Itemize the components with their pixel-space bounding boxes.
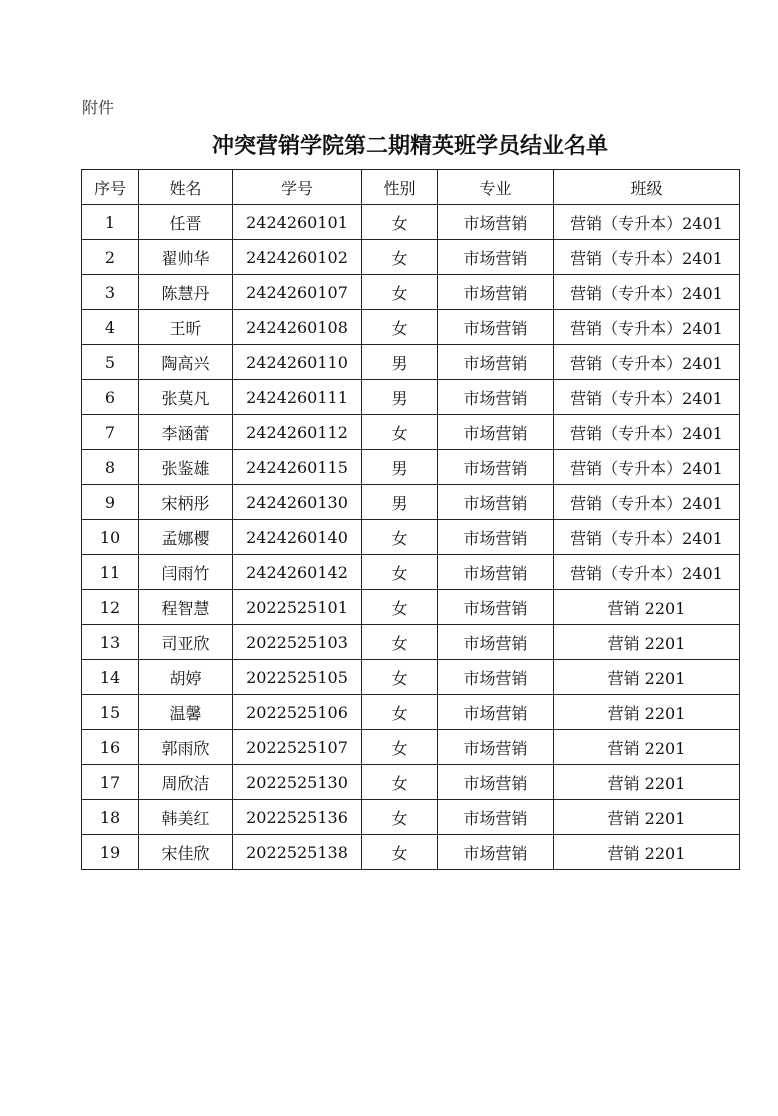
cell-sex: 女 [362,695,438,730]
cell-seq: 2 [82,240,139,275]
cell-name: 翟帅华 [139,240,233,275]
header-major: 专业 [438,170,554,205]
cell-name: 王昕 [139,310,233,345]
graduate-roster-table [81,169,740,870]
cell-seq: 12 [82,590,139,625]
cell-class: 营销（专升本）2401 [554,450,740,485]
cell-major: 市场营销 [438,450,554,485]
cell-major: 市场营销 [438,625,554,660]
cell-student-id: 2424260142 [233,555,362,590]
table-row [82,625,740,660]
cell-student-id: 2022525105 [233,660,362,695]
header-name: 姓名 [139,170,233,205]
cell-student-id: 2022525138 [233,835,362,870]
table-row [82,275,740,310]
cell-sex: 女 [362,520,438,555]
table-row [82,660,740,695]
cell-class: 营销 2201 [554,730,740,765]
cell-sex: 女 [362,415,438,450]
cell-major: 市场营销 [438,275,554,310]
attachment-label: 附件 [82,98,115,117]
cell-class: 营销（专升本）2401 [554,205,740,240]
cell-seq: 18 [82,800,139,835]
cell-sex: 女 [362,275,438,310]
cell-name: 温馨 [139,695,233,730]
header-student-id: 学号 [233,170,362,205]
table-row [82,555,740,590]
cell-student-id: 2424260107 [233,275,362,310]
cell-seq: 16 [82,730,139,765]
table-row [82,450,740,485]
cell-student-id: 2424260140 [233,520,362,555]
cell-student-id: 2424260111 [233,380,362,415]
cell-name: 宋佳欣 [139,835,233,870]
cell-major: 市场营销 [438,485,554,520]
cell-major: 市场营销 [438,590,554,625]
cell-class: 营销 2201 [554,765,740,800]
table-row [82,800,740,835]
cell-student-id: 2022525101 [233,590,362,625]
table-row [82,835,740,870]
cell-class: 营销 2201 [554,625,740,660]
cell-student-id: 2022525106 [233,695,362,730]
cell-major: 市场营销 [438,415,554,450]
cell-seq: 13 [82,625,139,660]
cell-major: 市场营销 [438,205,554,240]
cell-student-id: 2424260101 [233,205,362,240]
cell-major: 市场营销 [438,695,554,730]
cell-class: 营销 2201 [554,695,740,730]
cell-seq: 1 [82,205,139,240]
cell-sex: 女 [362,240,438,275]
header-seq: 序号 [82,170,139,205]
cell-student-id: 2022525107 [233,730,362,765]
cell-class: 营销 2201 [554,660,740,695]
cell-seq: 15 [82,695,139,730]
cell-name: 李涵蕾 [139,415,233,450]
table-row [82,485,740,520]
cell-sex: 女 [362,765,438,800]
table-row [82,345,740,380]
cell-student-id: 2424260108 [233,310,362,345]
table-row [82,310,740,345]
cell-major: 市场营销 [438,380,554,415]
cell-class: 营销（专升本）2401 [554,240,740,275]
cell-sex: 女 [362,310,438,345]
cell-sex: 女 [362,660,438,695]
cell-sex: 女 [362,730,438,765]
table-row [82,695,740,730]
cell-seq: 11 [82,555,139,590]
cell-major: 市场营销 [438,345,554,380]
cell-name: 郭雨欣 [139,730,233,765]
cell-seq: 10 [82,520,139,555]
cell-student-id: 2424260130 [233,485,362,520]
cell-major: 市场营销 [438,240,554,275]
cell-class: 营销 2201 [554,800,740,835]
cell-class: 营销 2201 [554,835,740,870]
table-row [82,590,740,625]
cell-seq: 5 [82,345,139,380]
cell-major: 市场营销 [438,730,554,765]
cell-student-id: 2424260112 [233,415,362,450]
cell-sex: 女 [362,835,438,870]
cell-class: 营销（专升本）2401 [554,555,740,590]
cell-name: 孟娜樱 [139,520,233,555]
cell-name: 周欣洁 [139,765,233,800]
cell-class: 营销（专升本）2401 [554,520,740,555]
cell-name: 张鉴雄 [139,450,233,485]
table-row [82,205,740,240]
cell-name: 陶高兴 [139,345,233,380]
table-row [82,520,740,555]
table-row [82,730,740,765]
cell-major: 市场营销 [438,520,554,555]
cell-major: 市场营销 [438,800,554,835]
cell-class: 营销（专升本）2401 [554,485,740,520]
cell-major: 市场营销 [438,835,554,870]
cell-name: 任晋 [139,205,233,240]
table-body [82,205,740,870]
cell-student-id: 2424260115 [233,450,362,485]
table-row [82,380,740,415]
cell-name: 韩美红 [139,800,233,835]
cell-name: 陈慧丹 [139,275,233,310]
cell-sex: 女 [362,800,438,835]
cell-seq: 7 [82,415,139,450]
cell-name: 程智慧 [139,590,233,625]
document-title: 冲突营销学院第二期精英班学员结业名单 [211,134,608,159]
cell-sex: 男 [362,345,438,380]
cell-sex: 女 [362,205,438,240]
cell-major: 市场营销 [438,555,554,590]
cell-class: 营销（专升本）2401 [554,380,740,415]
cell-name: 胡婷 [139,660,233,695]
cell-sex: 女 [362,625,438,660]
table-header-row [82,170,740,205]
cell-seq: 8 [82,450,139,485]
cell-seq: 9 [82,485,139,520]
cell-class: 营销（专升本）2401 [554,415,740,450]
table-row [82,765,740,800]
cell-sex: 男 [362,450,438,485]
cell-sex: 女 [362,590,438,625]
cell-class: 营销（专升本）2401 [554,310,740,345]
cell-student-id: 2424260110 [233,345,362,380]
cell-seq: 3 [82,275,139,310]
cell-seq: 19 [82,835,139,870]
cell-name: 张莫凡 [139,380,233,415]
cell-class: 营销（专升本）2401 [554,275,740,310]
header-class: 班级 [554,170,740,205]
cell-class: 营销 2201 [554,590,740,625]
header-sex: 性别 [362,170,438,205]
cell-student-id: 2022525136 [233,800,362,835]
cell-seq: 6 [82,380,139,415]
cell-class: 营销（专升本）2401 [554,345,740,380]
cell-major: 市场营销 [438,765,554,800]
cell-name: 闫雨竹 [139,555,233,590]
cell-student-id: 2022525130 [233,765,362,800]
cell-sex: 男 [362,380,438,415]
cell-seq: 4 [82,310,139,345]
table-row [82,415,740,450]
cell-student-id: 2022525103 [233,625,362,660]
table-row [82,240,740,275]
cell-student-id: 2424260102 [233,240,362,275]
cell-major: 市场营销 [438,660,554,695]
cell-seq: 17 [82,765,139,800]
cell-name: 宋柄彤 [139,485,233,520]
cell-major: 市场营销 [438,310,554,345]
cell-sex: 女 [362,555,438,590]
cell-sex: 男 [362,485,438,520]
cell-seq: 14 [82,660,139,695]
cell-name: 司亚欣 [139,625,233,660]
